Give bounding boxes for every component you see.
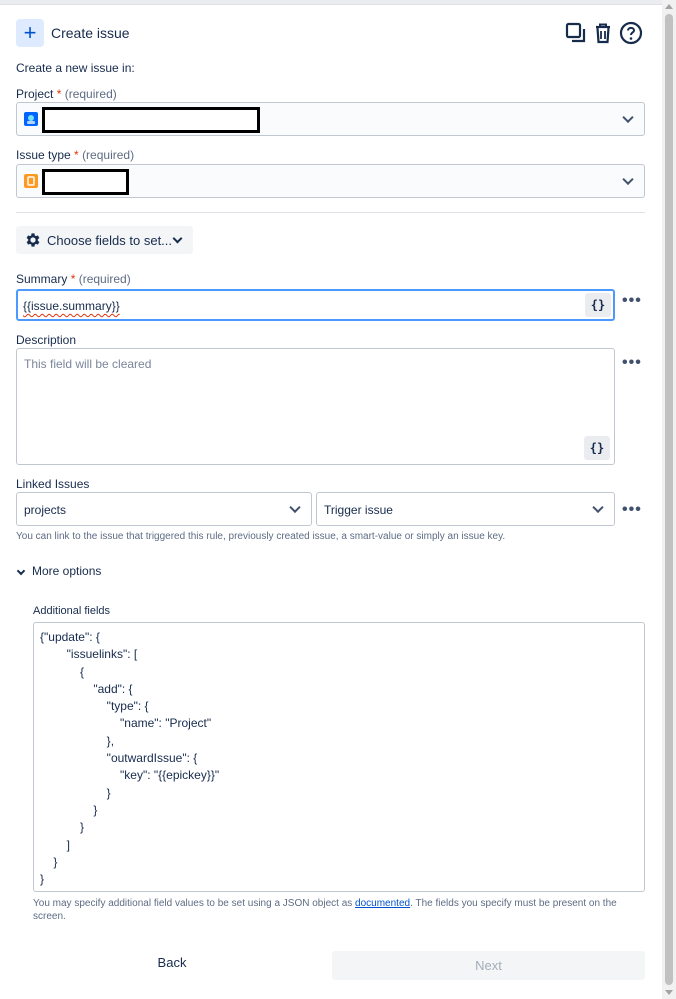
- scrollbar-thumb[interactable]: [665, 14, 673, 985]
- choose-fields-button[interactable]: [16, 226, 193, 254]
- panel-header: [16, 18, 646, 48]
- back-button[interactable]: Back: [157, 955, 187, 970]
- scrollbar[interactable]: [662, 0, 676, 999]
- next-button[interactable]: Next: [332, 951, 645, 980]
- issue-type-label: Issue type * (required): [16, 148, 135, 162]
- link-type-value: projects: [24, 503, 67, 517]
- chevron-down-icon: [173, 234, 183, 244]
- summary-value: {{issue.summary}}: [23, 299, 120, 313]
- intro-text: Create a new issue in:: [16, 61, 135, 75]
- chevron-down-icon: [622, 174, 633, 185]
- project-label: Project * (required): [16, 87, 117, 101]
- redacted-project-name: [42, 107, 260, 133]
- chevron-down-icon: [592, 502, 603, 513]
- project-avatar-icon: [24, 112, 38, 126]
- summary-more-icon[interactable]: •••: [622, 292, 642, 309]
- link-target-select[interactable]: [316, 492, 615, 526]
- summary-input[interactable]: [16, 289, 615, 321]
- gear-icon: [24, 231, 42, 249]
- top-border: [0, 0, 662, 5]
- description-more-icon[interactable]: •••: [622, 354, 642, 371]
- additional-fields-label: Additional fields: [33, 605, 111, 617]
- documented-link[interactable]: documented: [355, 898, 411, 909]
- additional-fields-help: You may specify additional field values to be set using a JSON object as documented. The fields you specify must be present on the screen.: [33, 898, 617, 922]
- description-placeholder: This field will be cleared: [24, 357, 152, 371]
- project-select[interactable]: [16, 102, 645, 136]
- issue-type-select[interactable]: [16, 164, 645, 198]
- scroll-down-arrow-icon[interactable]: [665, 990, 673, 995]
- trash-icon[interactable]: [590, 20, 616, 46]
- additional-fields-textarea[interactable]: [33, 622, 645, 892]
- redacted-issue-type: [42, 169, 129, 195]
- issue-type-icon: [24, 174, 38, 188]
- smart-value-button[interactable]: {}: [584, 436, 610, 460]
- duplicate-icon[interactable]: [563, 20, 589, 46]
- additional-fields-value: {"update": { "issuelinks": [ { "add": { "type": { "name": "Project" }, "outwardIssue": { "key": "{{epickey}}" } } } ] } }: [40, 630, 220, 887]
- more-options-label: More options: [32, 564, 102, 578]
- chevron-down-icon: [17, 567, 25, 575]
- chevron-down-icon: [622, 112, 633, 123]
- linked-issues-help: You can link to the issue that triggered this rule, previously created issue, a smart-value or simply an issue key.: [16, 531, 506, 542]
- description-input[interactable]: [16, 348, 615, 465]
- help-icon[interactable]: [618, 20, 644, 46]
- link-target-value: Trigger issue: [324, 503, 393, 517]
- smart-value-button[interactable]: {}: [585, 293, 611, 317]
- description-label: Description: [16, 333, 77, 347]
- linked-issues-label: Linked Issues: [16, 477, 90, 491]
- scroll-up-arrow-icon[interactable]: [665, 4, 673, 9]
- choose-fields-label: Choose fields to set...: [47, 233, 173, 248]
- summary-label: Summary * (required): [16, 272, 131, 286]
- divider: [16, 212, 645, 213]
- linked-issues-more-icon[interactable]: •••: [622, 501, 642, 518]
- plus-icon: +: [16, 19, 44, 47]
- chevron-down-icon: [289, 502, 300, 513]
- panel-title: Create issue: [51, 25, 130, 41]
- link-type-select[interactable]: [16, 492, 312, 526]
